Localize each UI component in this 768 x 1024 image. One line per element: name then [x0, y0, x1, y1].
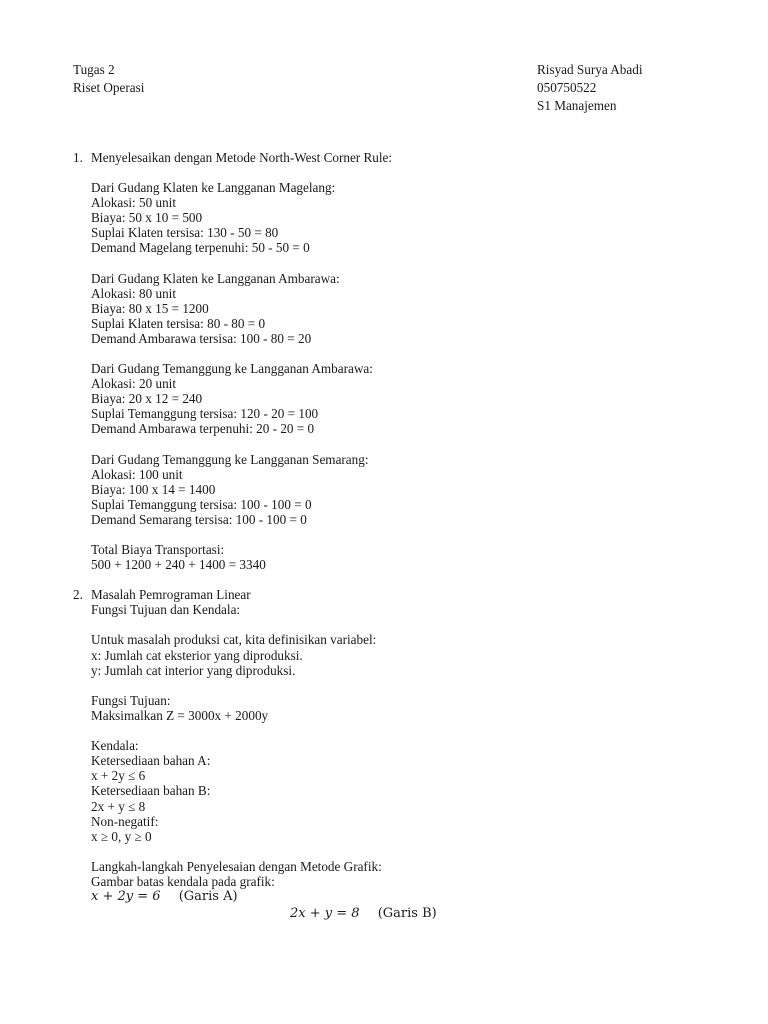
block-line: Biaya: 80 x 15 = 1200	[91, 301, 209, 316]
equation-b-label: (Garis B)	[377, 906, 437, 921]
student-name: Risyad Surya Abadi	[537, 62, 643, 77]
section-subtitle: Fungsi Tujuan dan Kendala:	[91, 602, 241, 617]
block-heading: Dari Gudang Temanggung ke Langganan Semarang:	[91, 452, 369, 467]
constraints-heading: Kendala:	[91, 738, 139, 753]
objective-heading: Fungsi Tujuan:	[91, 693, 171, 708]
block-line: Demand Ambarawa terpenuhi: 20 - 20 = 0	[91, 421, 315, 436]
student-id: 050750522	[537, 80, 597, 95]
block-line: Suplai Klaten tersisa: 130 - 50 = 80	[91, 225, 279, 240]
block-line: Demand Semarang tersisa: 100 - 100 = 0	[91, 512, 307, 527]
total-cost-heading: Total Biaya Transportasi:	[91, 542, 225, 557]
constraint-expr: 2x + y ≤ 8	[91, 799, 146, 814]
intro-line: Untuk masalah produksi cat, kita definisikan variabel:	[91, 632, 377, 647]
equation-line-b	[290, 906, 437, 921]
equation-a-label: (Garis A)	[178, 889, 238, 904]
equation-b-expr: 2x + y = 8	[290, 906, 360, 921]
variable-y: y: Jumlah cat interior yang diproduksi.	[91, 663, 296, 678]
block-line: Alokasi: 50 unit	[91, 195, 176, 210]
equation-a-expr: x + 2y = 6	[91, 889, 161, 904]
total-cost-line: 500 + 1200 + 240 + 1400 = 3340	[91, 557, 266, 572]
block-line: Alokasi: 80 unit	[91, 286, 176, 301]
section-title: Menyelesaikan dengan Metode North-West Corner Rule:	[91, 150, 393, 165]
block-heading: Dari Gudang Temanggung ke Langganan Ambarawa:	[91, 361, 373, 376]
constraint-expr: x + 2y ≤ 6	[91, 768, 146, 783]
block-heading: Dari Gudang Klaten ke Langganan Magelang:	[91, 180, 336, 195]
block-line: Demand Ambarawa tersisa: 100 - 80 = 20	[91, 331, 312, 346]
header-right	[537, 61, 643, 115]
block-heading: Dari Gudang Klaten ke Langganan Ambarawa:	[91, 271, 340, 286]
constraint-label: Non-negatif:	[91, 814, 159, 829]
block-line: Suplai Klaten tersisa: 80 - 80 = 0	[91, 316, 266, 331]
block-line: Demand Magelang terpenuhi: 50 - 50 = 0	[91, 240, 310, 255]
header-left	[73, 61, 144, 97]
study-program: S1 Manajemen	[537, 98, 617, 113]
block-line: Biaya: 100 x 14 = 1400	[91, 482, 216, 497]
objective-function: Maksimalkan Z = 3000x + 2000y	[91, 708, 269, 723]
equation-line-a	[91, 889, 238, 904]
assignment-title: Tugas 2	[73, 62, 115, 77]
block-line: Alokasi: 20 unit	[91, 376, 176, 391]
constraint-label: Ketersediaan bahan A:	[91, 753, 211, 768]
variable-x: x: Jumlah cat eksterior yang diproduksi.	[91, 648, 303, 663]
constraint-expr: x ≥ 0, y ≥ 0	[91, 829, 152, 844]
block-line: Suplai Temanggung tersisa: 100 - 100 = 0	[91, 497, 312, 512]
section-title: Masalah Pemrograman Linear	[91, 587, 251, 602]
steps-line: Gambar batas kendala pada grafik:	[91, 874, 275, 889]
section-number: 1.	[73, 150, 83, 165]
block-line: Alokasi: 100 unit	[91, 467, 183, 482]
constraint-label: Ketersediaan bahan B:	[91, 783, 211, 798]
block-line: Biaya: 50 x 10 = 500	[91, 210, 203, 225]
block-line: Biaya: 20 x 12 = 240	[91, 391, 203, 406]
block-line: Suplai Temanggung tersisa: 120 - 20 = 100	[91, 406, 319, 421]
section-number: 2.	[73, 587, 83, 602]
steps-heading: Langkah-langkah Penyelesaian dengan Metode Grafik:	[91, 859, 382, 874]
course-name: Riset Operasi	[73, 80, 145, 95]
